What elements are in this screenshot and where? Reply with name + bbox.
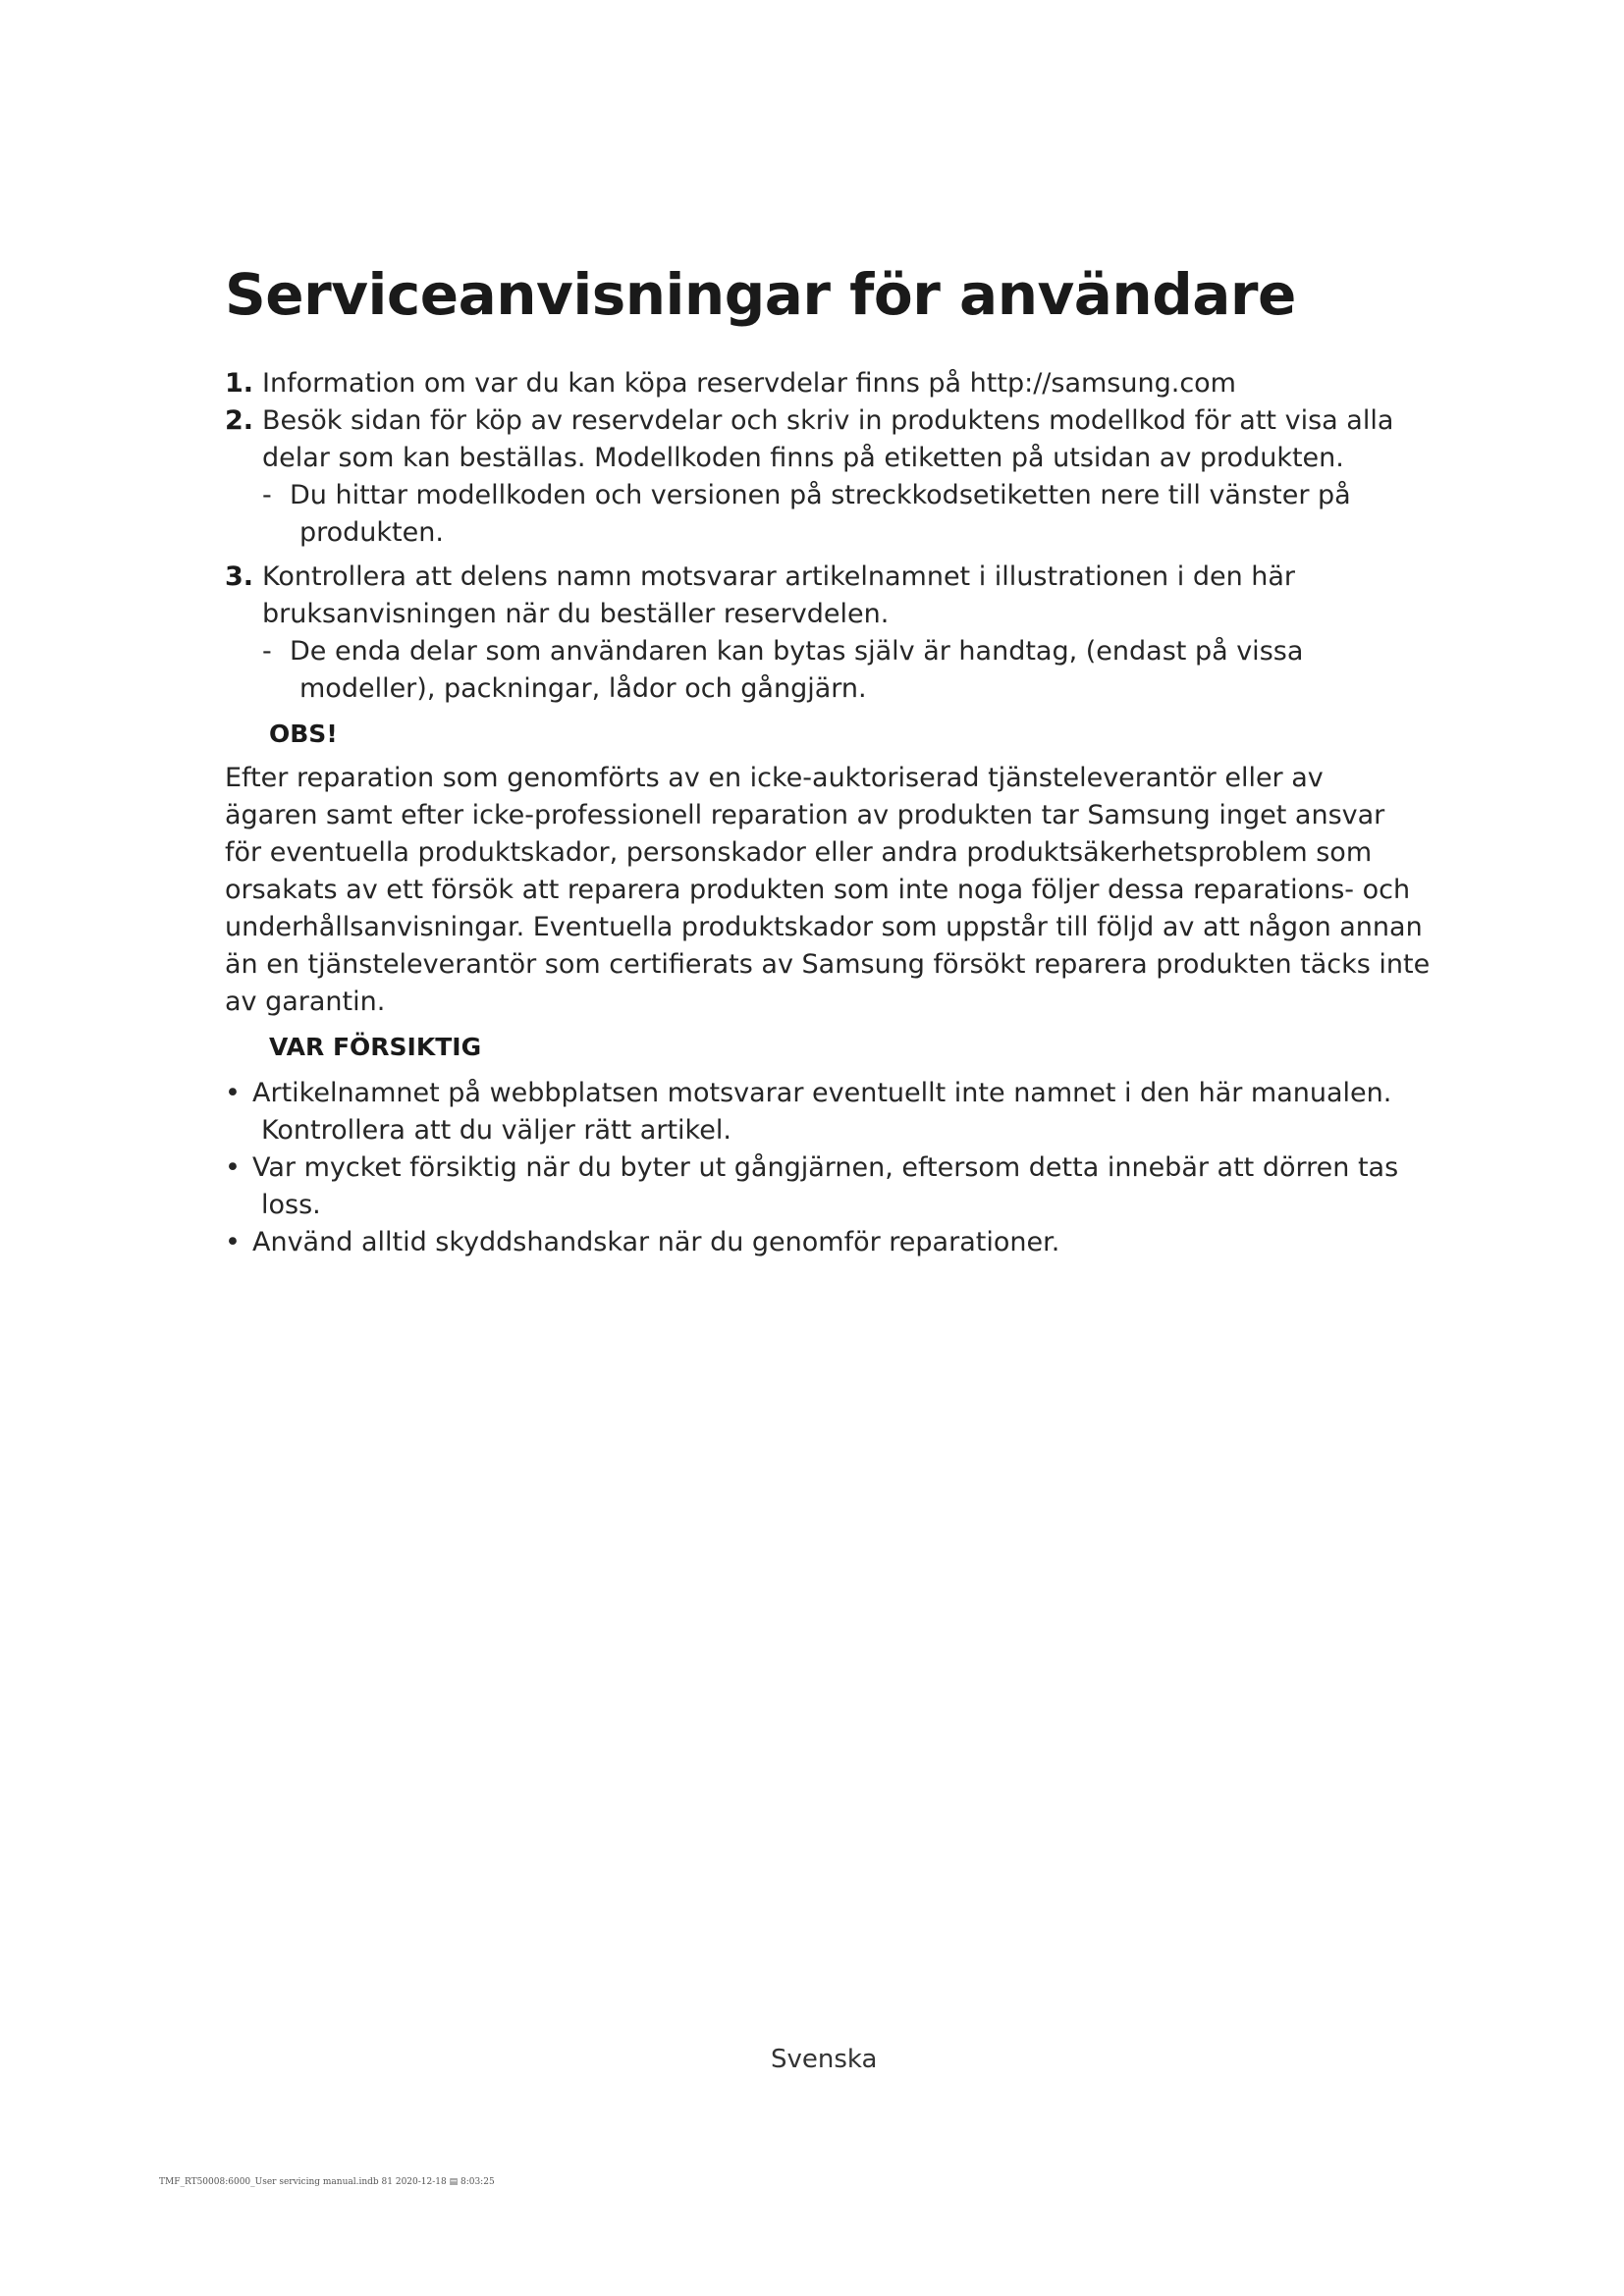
step-number: 2. (225, 405, 254, 436)
bullet-marker: • (225, 1078, 241, 1108)
caution-item (225, 1075, 1403, 1149)
step-3-subitem (262, 633, 1391, 708)
step-1 (225, 365, 1403, 402)
step-number: 1. (225, 368, 254, 399)
note-text-line: Efter reparation som genomförts av en icke-auktoriserad tjänsteleverantör eller av (225, 763, 1324, 793)
note-text-line: av garantin. (225, 987, 386, 1017)
subitem-text-line: modeller), packningar, lådor och gångjärn. (299, 673, 867, 704)
step-text-line: Besök sidan för köp av reservdelar och skriv in produktens modellkod för att visa alla (262, 405, 1394, 436)
step-text-line: Information om var du kan köpa reservdelar finns på http://samsung.com (262, 368, 1236, 399)
footer-language: Svenska (771, 2045, 878, 2074)
page-title: Serviceanvisningar för användare (225, 261, 1296, 328)
subitem-text-line: De enda delar som användaren kan bytas själv är handtag, (endast på vissa (290, 636, 1304, 667)
step-2 (225, 402, 1403, 477)
step-2-subitem (262, 477, 1391, 552)
caution-text-line: Artikelnamnet på webbplatsen motsvarar eventuellt inte namnet i den här manualen. (252, 1078, 1392, 1108)
step-3 (225, 559, 1403, 633)
step-number: 3. (225, 561, 254, 592)
note-label: OBS! (269, 720, 338, 748)
subitem-text-line: produkten. (299, 517, 444, 548)
note-text-line: ägaren samt efter icke-professionell reparation av produkten tar Samsung inget ansvar (225, 800, 1385, 830)
step-text-line: Kontrollera att delens namn motsvarar artikelnamnet i illustrationen i den här (262, 561, 1296, 592)
subitem-text-line: Du hittar modellkoden och versionen på streckkodsetiketten nere till vänster på (290, 480, 1351, 510)
bullet-marker: • (225, 1227, 241, 1257)
note-text-line: underhållsanvisningar. Eventuella produktskador som uppstår till följd av att någon annan (225, 912, 1423, 942)
caution-text-line: Kontrollera att du väljer rätt artikel. (261, 1115, 731, 1146)
step-text-line: delar som kan beställas. Modellkoden finns på etiketten på utsidan av produkten. (262, 443, 1344, 473)
step-text-line: bruksanvisningen när du beställer reservdelen. (262, 599, 890, 629)
print-slug: TMF_RT50008:6000_User servicing manual.indb 81 2020-12-18 ▤ 8:03:25 (159, 2177, 495, 2187)
bullet-marker: • (225, 1152, 241, 1183)
dash-marker: - (262, 480, 272, 510)
note-text-line: än en tjänsteleverantör som certifierats av Samsung försökt reparera produkten täcks inte (225, 949, 1431, 980)
caution-item (225, 1149, 1403, 1224)
caution-label: VAR FÖRSIKTIG (269, 1033, 482, 1061)
caution-item (225, 1224, 1403, 1261)
note-text-line: för eventuella produktskador, personskador eller andra produktsäkerhetsproblem som (225, 837, 1373, 868)
note-paragraph (225, 760, 1433, 1021)
caution-text-line: Använd alltid skyddshandskar när du genomför reparationer. (252, 1227, 1060, 1257)
note-text-line: orsakats av ett försök att reparera produkten som inte noga följer dessa reparations- och (225, 875, 1411, 905)
caution-text-line: Var mycket försiktig när du byter ut gångjärnen, eftersom detta innebär att dörren tas (252, 1152, 1399, 1183)
caution-text-line: loss. (261, 1190, 321, 1220)
dash-marker: - (262, 636, 272, 667)
